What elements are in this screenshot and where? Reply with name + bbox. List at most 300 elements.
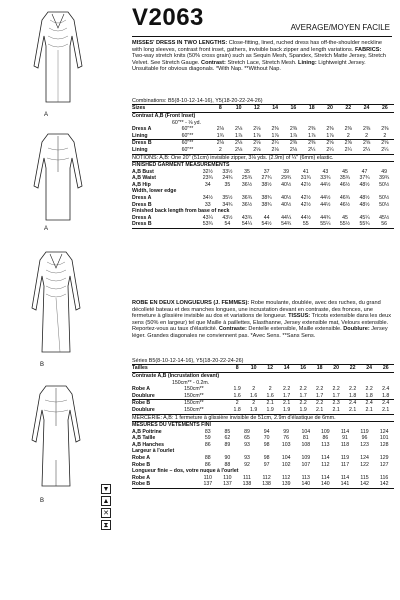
measurement-value: 38¾: [261, 194, 272, 201]
measurement-value: 65: [244, 435, 250, 442]
measurement-value: 85: [224, 428, 231, 435]
table-row: [132, 161, 394, 168]
yardage-value: 2⅛: [284, 147, 302, 154]
contrast-label: Contrast:: [201, 59, 226, 66]
measurement-row-label: Dress A: [132, 194, 152, 201]
size-header: 14: [278, 365, 295, 373]
size-header: 20: [321, 105, 339, 113]
measurement-row-label: A,B Poitrine: [132, 428, 162, 435]
measurement-row-label: Robe B: [132, 481, 198, 488]
measurement-value: 109: [321, 428, 330, 435]
measurement-value: 89: [224, 441, 231, 448]
measurement-value: 37: [263, 168, 270, 175]
yardage-value: 2⅜: [344, 126, 352, 133]
table-row: [132, 140, 394, 147]
measurement-value: 103: [281, 441, 291, 448]
yardage-value: 2.1: [311, 407, 328, 414]
table-row: [132, 133, 394, 140]
measurement-value: 43½: [222, 214, 233, 221]
yardage-value: 2⅝: [326, 140, 334, 147]
measurement-value: 54½: [257, 221, 277, 228]
measurement-value: 36¾: [241, 194, 253, 201]
yardage-value: 1.9: [233, 386, 241, 393]
measurement-value: 44¾: [320, 214, 331, 221]
size-header: 22: [339, 105, 357, 113]
finished-measurements-title: MESURES DU VÊTEMENTS FINI: [132, 421, 394, 428]
measurement-value: 49: [381, 168, 388, 175]
yardage-row-label: Robe A: [132, 386, 150, 393]
measurement-value: 114: [340, 474, 350, 481]
yardage-value: 2⅜: [381, 126, 389, 133]
yardage-value: 1.6: [262, 393, 279, 400]
yardage-value: 2¼: [357, 147, 375, 154]
yardage-value: 2: [339, 133, 357, 140]
measurement-value: 44¼: [281, 214, 292, 221]
fabric-width: 150cm**: [184, 400, 204, 407]
table-row: [132, 455, 394, 462]
measurement-value: 56: [374, 221, 394, 228]
table-row: [132, 113, 394, 120]
info-column: [130, 0, 396, 600]
measurement-value: 43¾: [241, 214, 253, 221]
measurement-value: 99: [283, 428, 290, 435]
measurement-value: 70: [263, 435, 270, 442]
yardage-row-label: Doublure: [132, 407, 184, 414]
measurement-value: 40½: [281, 194, 292, 201]
measurement-value: 119: [360, 428, 369, 435]
size-header: 12: [248, 105, 266, 113]
measurement-value: 116: [380, 474, 389, 481]
measurement-value: 59: [204, 435, 211, 442]
measurement-value: 46¾: [339, 194, 350, 201]
measurement-value: 27¾: [261, 175, 272, 182]
yardage-value: 1.9: [278, 407, 295, 414]
measurement-value: 32½: [202, 168, 213, 175]
measurement-value: 140: [316, 481, 336, 488]
lining-fr-text: Jersey léger. Grandes diagonales ne conviennent pas. *Avec Sens. **Sans Sens.: [132, 326, 388, 339]
table-row: [132, 429, 394, 436]
table-row: [132, 126, 394, 133]
yardage-value: 2⅛: [248, 147, 266, 154]
measurement-value: 34½: [202, 194, 213, 201]
measurement-value: 114: [321, 454, 330, 461]
yardage-value: 2: [252, 386, 256, 393]
measurement-value: 142: [374, 481, 394, 488]
table-row: [132, 393, 394, 400]
measurement-row-label: Robe A: [132, 454, 150, 461]
yardage-value: 2⅜: [308, 126, 316, 133]
fabrics-fr-label: TISSUS:: [288, 313, 311, 320]
measurement-row-label: Dress B: [132, 201, 152, 208]
yardage-value: 1.8: [377, 393, 394, 400]
yardage-value: 2.4: [382, 400, 390, 407]
measurement-value: 46½: [339, 181, 350, 188]
yardage-value: 1.8: [344, 393, 361, 400]
measurement-value: 54¼: [237, 221, 257, 228]
yardage-row-label: Lining: [132, 147, 182, 154]
contrast-text: Stretch Lace, Stretch Mesh.: [225, 59, 299, 66]
measurement-value: 34¾: [222, 201, 233, 208]
measurement-value: 38¾: [261, 201, 272, 208]
measurement-value: 50½: [379, 201, 390, 208]
measurement-value: 104: [301, 428, 311, 435]
measurement-value: 97: [263, 461, 270, 468]
yardage-value: 2.1: [344, 407, 361, 414]
size-header: 24: [357, 105, 375, 113]
measurement-value: 39: [283, 168, 290, 175]
fabric-width: 60"**: [181, 126, 194, 133]
measurement-value: 44: [263, 214, 270, 221]
measurement-value: 81: [302, 435, 309, 442]
description-title: MISSES' DRESS IN TWO LENGTHS:: [132, 40, 228, 46]
table-row: [132, 442, 394, 449]
measurement-value: 29¾: [281, 175, 292, 182]
measurement-value: 55½: [335, 221, 355, 228]
blank-cell: [184, 365, 229, 373]
yardage-value: 2: [268, 386, 272, 393]
measurement-value: 44½: [320, 181, 331, 188]
measurement-value: 112: [282, 474, 291, 481]
measurement-value: 117: [340, 461, 350, 468]
dress-b-front-illustration: [26, 246, 86, 356]
measurement-row-label: A,B Hip: [132, 181, 151, 188]
yardage-value: 2⅛: [216, 140, 224, 147]
dress-a-back-illustration: [30, 128, 86, 224]
yardage-value: 2⅝: [381, 140, 389, 147]
measurement-value: 102: [281, 461, 291, 468]
figure-label-b: B: [40, 362, 45, 368]
measurement-value: 42½: [300, 201, 311, 208]
table-row: [132, 407, 394, 414]
measurement-value: 42½: [300, 194, 311, 201]
measurement-value: 92: [244, 461, 250, 468]
contrast-yardage: 60"** - ⅛ yd.: [172, 119, 201, 126]
yardage-value: 1.9: [262, 407, 279, 414]
yardage-value: 2⅝: [362, 140, 371, 147]
table-row: [132, 195, 394, 202]
triangle-up-icon: ▲: [102, 497, 110, 505]
table-row: [132, 400, 394, 407]
yardage-value: 1.6: [229, 393, 246, 400]
triangle-down-icon: ▼: [102, 485, 110, 493]
measurement-value: 89: [244, 428, 250, 435]
illustrations-column: [0, 0, 128, 600]
measurement-value: 88: [204, 454, 211, 461]
yardage-value: 2.4: [365, 400, 373, 407]
table-row: [132, 421, 394, 428]
yardage-value: 2.1: [266, 400, 274, 407]
measurement-value: 48½: [359, 181, 370, 188]
measurement-value: 50½: [379, 181, 390, 188]
table-row: [132, 468, 394, 475]
measurement-value: 39¾: [379, 175, 390, 182]
measurement-row-label: A,B Bust: [132, 168, 154, 175]
yardage-value: 1.7: [311, 393, 328, 400]
en-finished-measurements-table: [132, 161, 394, 229]
measurement-value: 76: [283, 435, 290, 442]
contrast-title: Contrast A,B (Front Inset): [132, 113, 196, 119]
fabric-width: 60"**: [181, 140, 194, 147]
size-header: 16: [284, 105, 302, 113]
measurement-value: 55: [296, 221, 316, 228]
size-header: 24: [361, 365, 378, 373]
table-row: [132, 221, 394, 228]
measurement-value: 93: [244, 454, 250, 461]
measurement-value: 128: [379, 441, 389, 448]
yardage-value: 1⅞: [321, 133, 339, 140]
lining-text: Lightweight Jersey. Unsuitable for obvious diagonals. *With Nap. **Without Nap.: [132, 59, 366, 73]
measurement-value: 45½: [379, 214, 390, 221]
measurement-value: 124: [379, 428, 389, 435]
finished-measurements-title: FINISHED GARMENT MEASUREMENTS: [132, 161, 394, 168]
measurement-value: 55¾: [355, 221, 375, 228]
yardage-value: 1⅞: [266, 133, 284, 140]
measurement-value: 45: [342, 214, 348, 221]
measurement-value: 114: [340, 428, 350, 435]
table-row: [132, 175, 394, 182]
measurement-value: 111: [243, 474, 251, 481]
yardage-value: 1⅞: [229, 133, 247, 140]
measurement-row-label: Robe A: [132, 474, 150, 481]
figure-label-a: A: [44, 112, 49, 118]
measurement-value: 42½: [300, 181, 311, 188]
measurement-value: 129: [379, 454, 389, 461]
size-header: 20: [328, 365, 345, 373]
description-english: [132, 40, 392, 73]
fabrics-text: Two-way stretch knits (50% cross grain) such as Sequin Mesh, Spandex, Stretch Matte Jersey, Stretch Velvet. See Stretch Gauge.: [132, 53, 386, 66]
table-row: [132, 462, 394, 469]
yardage-value: 1⅞: [303, 133, 321, 140]
size-header: 10: [229, 105, 247, 113]
measurement-value: 98: [263, 441, 270, 448]
yardage-row-label: Doublure: [132, 393, 184, 400]
measurement-value: 90: [224, 454, 231, 461]
sizes-label: Sizes: [132, 105, 182, 113]
size-header: 18: [311, 365, 328, 373]
measurement-value: 45¼: [359, 214, 370, 221]
lining-fr-label: Doublure:: [343, 326, 370, 333]
yardage-value: 2.2: [332, 386, 340, 393]
yardage-value: 2⅜: [362, 126, 371, 133]
yardage-value: 2.2: [299, 400, 307, 407]
yardage-value: 2.1: [361, 407, 378, 414]
measurement-value: 35: [224, 181, 231, 188]
contrast-title: Contraste A,B (Incrustation devant): [132, 373, 220, 379]
measurement-value: 86: [322, 435, 329, 442]
yardage-value: 2: [357, 133, 375, 140]
yardage-row-label: Dress B: [132, 140, 152, 147]
yardage-value: 2⅛: [234, 126, 243, 133]
measurement-value: 115: [360, 474, 369, 481]
measurement-value: 112: [262, 474, 271, 481]
measurement-row-label: Dress B: [132, 221, 198, 228]
measurement-value: 48½: [359, 194, 370, 201]
fabrics-fr-text: Tricots extensible dans les deux sens (50% en largeur) tel que Maille à paillettes, Elasthanne, Jersey extensible mat, Velours extensible. Reportez-vous au taux d'élasticité.: [132, 313, 392, 333]
pattern-symbols: [101, 484, 111, 532]
table-row: [132, 169, 394, 176]
measurement-value: 55¼: [316, 221, 336, 228]
measurement-value: 50½: [379, 194, 390, 201]
measurement-value: 140: [296, 481, 316, 488]
yardage-value: 2⅛: [216, 126, 224, 133]
measurement-value: 34: [204, 181, 211, 188]
size-header: 22: [344, 365, 361, 373]
measurement-value: 108: [301, 441, 311, 448]
fabric-width: 60"**: [182, 133, 212, 140]
fr-combinations: Séries B5(8-10-12-14-16), Y5(18-20-22-24-26): [132, 358, 244, 364]
measurement-value: 25¾: [241, 175, 253, 182]
lining-label: Lining:: [298, 59, 317, 66]
measurement-value: 86: [204, 441, 211, 448]
width-lower-edge-title: Largeur à l'ourlet: [132, 448, 175, 455]
measurement-value: 119: [340, 454, 350, 461]
description-fr-body: Robe moulante, doublée, avec des ruches, du grand décolleté bateau et des manches longues, une incrustation devant en contraste, des fronces, une fermeture à glissière invisible au dos et variations de longueur.: [132, 300, 381, 320]
yardage-row-label: Dress A: [132, 126, 152, 133]
table-row: [132, 380, 394, 387]
measurement-value: 112: [321, 461, 330, 468]
yardage-value: 2⅛: [234, 140, 243, 147]
contrast-yardage: 150cm** - 0.2m.: [172, 379, 210, 386]
measurement-value: 93: [244, 441, 250, 448]
size-header: 14: [266, 105, 284, 113]
en-yardage-table: [132, 104, 394, 154]
measurement-value: 24¾: [222, 175, 233, 182]
measurement-value: 44½: [320, 201, 331, 208]
fr-yardage-table: [132, 364, 394, 414]
measurement-value: 53¾: [198, 221, 218, 228]
sizes-label: Tailles: [132, 365, 184, 373]
measurement-value: 96: [361, 435, 368, 442]
table-row: [132, 182, 394, 189]
header: [130, 0, 396, 36]
fr-measurement-tables: [130, 358, 392, 489]
yardage-value: 2.1: [328, 407, 345, 414]
yardage-value: 1.9: [295, 407, 312, 414]
measurement-value: 31¾: [300, 175, 311, 182]
fabric-width: 150cm**: [184, 393, 229, 400]
yardage-value: 2.2: [349, 386, 357, 393]
measurement-value: 127: [379, 461, 389, 468]
table-row: [132, 386, 394, 393]
yardage-value: 1.7: [295, 393, 312, 400]
back-length-title: Longueur finie – dos, votre nuque à l'ourlet: [132, 468, 239, 475]
table-row: [132, 188, 394, 195]
measurement-value: 124: [360, 454, 369, 461]
measurement-value: 46½: [339, 201, 350, 208]
description-body: Close-fitting, lined, ruched dress has off-the-shoulder neckline with long sleeves, contrast front inset, gathers, invisible back zipper and length variations.: [132, 40, 382, 53]
yardage-value: 2⅛: [229, 147, 247, 154]
yardage-value: 2⅛: [253, 140, 261, 147]
yardage-value: 2: [252, 400, 256, 407]
cross-icon: ✕: [101, 508, 111, 518]
measurement-value: 139: [276, 481, 296, 488]
measurement-value: 54¾: [276, 221, 296, 228]
yardage-value: 2⅛: [253, 126, 261, 133]
measurement-value: 113: [321, 441, 330, 448]
measurement-value: 98: [263, 454, 270, 461]
measurement-row-label: Robe B: [132, 461, 151, 468]
measurement-value: 137: [218, 481, 238, 488]
table-row: [132, 448, 394, 455]
measurement-value: 109: [301, 454, 311, 461]
measurement-value: 86: [204, 461, 211, 468]
measurement-value: 41: [302, 168, 309, 175]
measurement-value: 137: [198, 481, 218, 488]
contrast-fr-label: Contraste:: [218, 326, 247, 333]
yardage-value: 2.1: [283, 400, 291, 407]
yardage-value: 1.9: [245, 407, 262, 414]
table-row: [132, 105, 394, 113]
yardage-value: 1⅞: [284, 133, 302, 140]
size-header: 16: [295, 365, 312, 373]
yardage-value: 1⅞: [248, 133, 266, 140]
yardage-value: 1.8: [229, 407, 246, 414]
measurement-row-label: Dress A: [132, 214, 152, 221]
yardage-value: 2.4: [349, 400, 357, 407]
size-header: 8: [211, 105, 229, 113]
yardage-value: 2¼: [376, 147, 394, 154]
measurement-value: 101: [379, 435, 389, 442]
measurement-value: 62: [224, 435, 231, 442]
description-fr-title: ROBE EN DEUX LONGUEURS (J. FEMMES):: [132, 300, 250, 306]
measurement-value: 23¾: [202, 175, 213, 182]
hourglass-icon: ⧗: [101, 520, 111, 530]
size-header: 10: [245, 365, 262, 373]
measurement-value: 44½: [300, 214, 311, 221]
fr-notions: MERCERIE: A,B: 1 fermeture à glissière invisible de 51cm, 2.9m d'élastique de 6mm.: [132, 414, 336, 421]
yardage-value: 2⅜: [289, 126, 298, 133]
yardage-value: 2⅜: [271, 126, 279, 133]
yardage-row-label: Lining: [132, 133, 182, 140]
measurement-value: 118: [340, 441, 350, 448]
size-header: 8: [229, 365, 246, 373]
table-row: [132, 373, 394, 380]
measurement-row-label: A,B Taille: [132, 435, 156, 442]
yardage-value: 2.2: [283, 386, 291, 393]
yardage-value: 2: [235, 400, 239, 407]
yardage-value: 2¼: [339, 147, 357, 154]
measurement-value: 43: [322, 168, 329, 175]
measurement-value: 110: [203, 474, 212, 481]
measurement-row-label: A,B Waist: [132, 175, 157, 182]
yardage-value: 2¼: [271, 140, 279, 147]
measurement-value: 83: [204, 428, 211, 435]
fabric-width: 150cm**: [184, 407, 229, 414]
fabric-width: 60"**: [182, 147, 212, 154]
table-row: [132, 120, 394, 127]
yardage-value: 1.8: [361, 393, 378, 400]
measurement-value: 110: [223, 474, 232, 481]
yardage-value: 1.6: [245, 393, 262, 400]
measurement-value: 122: [360, 461, 369, 468]
yardage-value: 2⅛: [266, 147, 284, 154]
yardage-value: 1.7: [278, 393, 295, 400]
dress-a-front-illustration: [30, 6, 86, 106]
measurement-value: 138: [237, 481, 257, 488]
contrast-fr-text: Dentelle extensible, Maille extensible.: [246, 326, 344, 333]
en-measurement-tables: [130, 98, 392, 229]
measurement-value: 88: [224, 461, 231, 468]
measurement-value: 123: [360, 441, 369, 448]
measurement-value: 91: [342, 435, 348, 442]
measurement-value: 94: [263, 428, 270, 435]
yardage-value: 2.1: [377, 407, 394, 414]
difficulty-level: AVERAGE/MOYEN FACILE: [290, 23, 390, 32]
measurement-value: 33: [204, 201, 211, 208]
figure-label-a-back: A: [44, 226, 49, 232]
measurement-value: 48½: [359, 201, 370, 208]
measurement-value: 35½: [222, 194, 233, 201]
